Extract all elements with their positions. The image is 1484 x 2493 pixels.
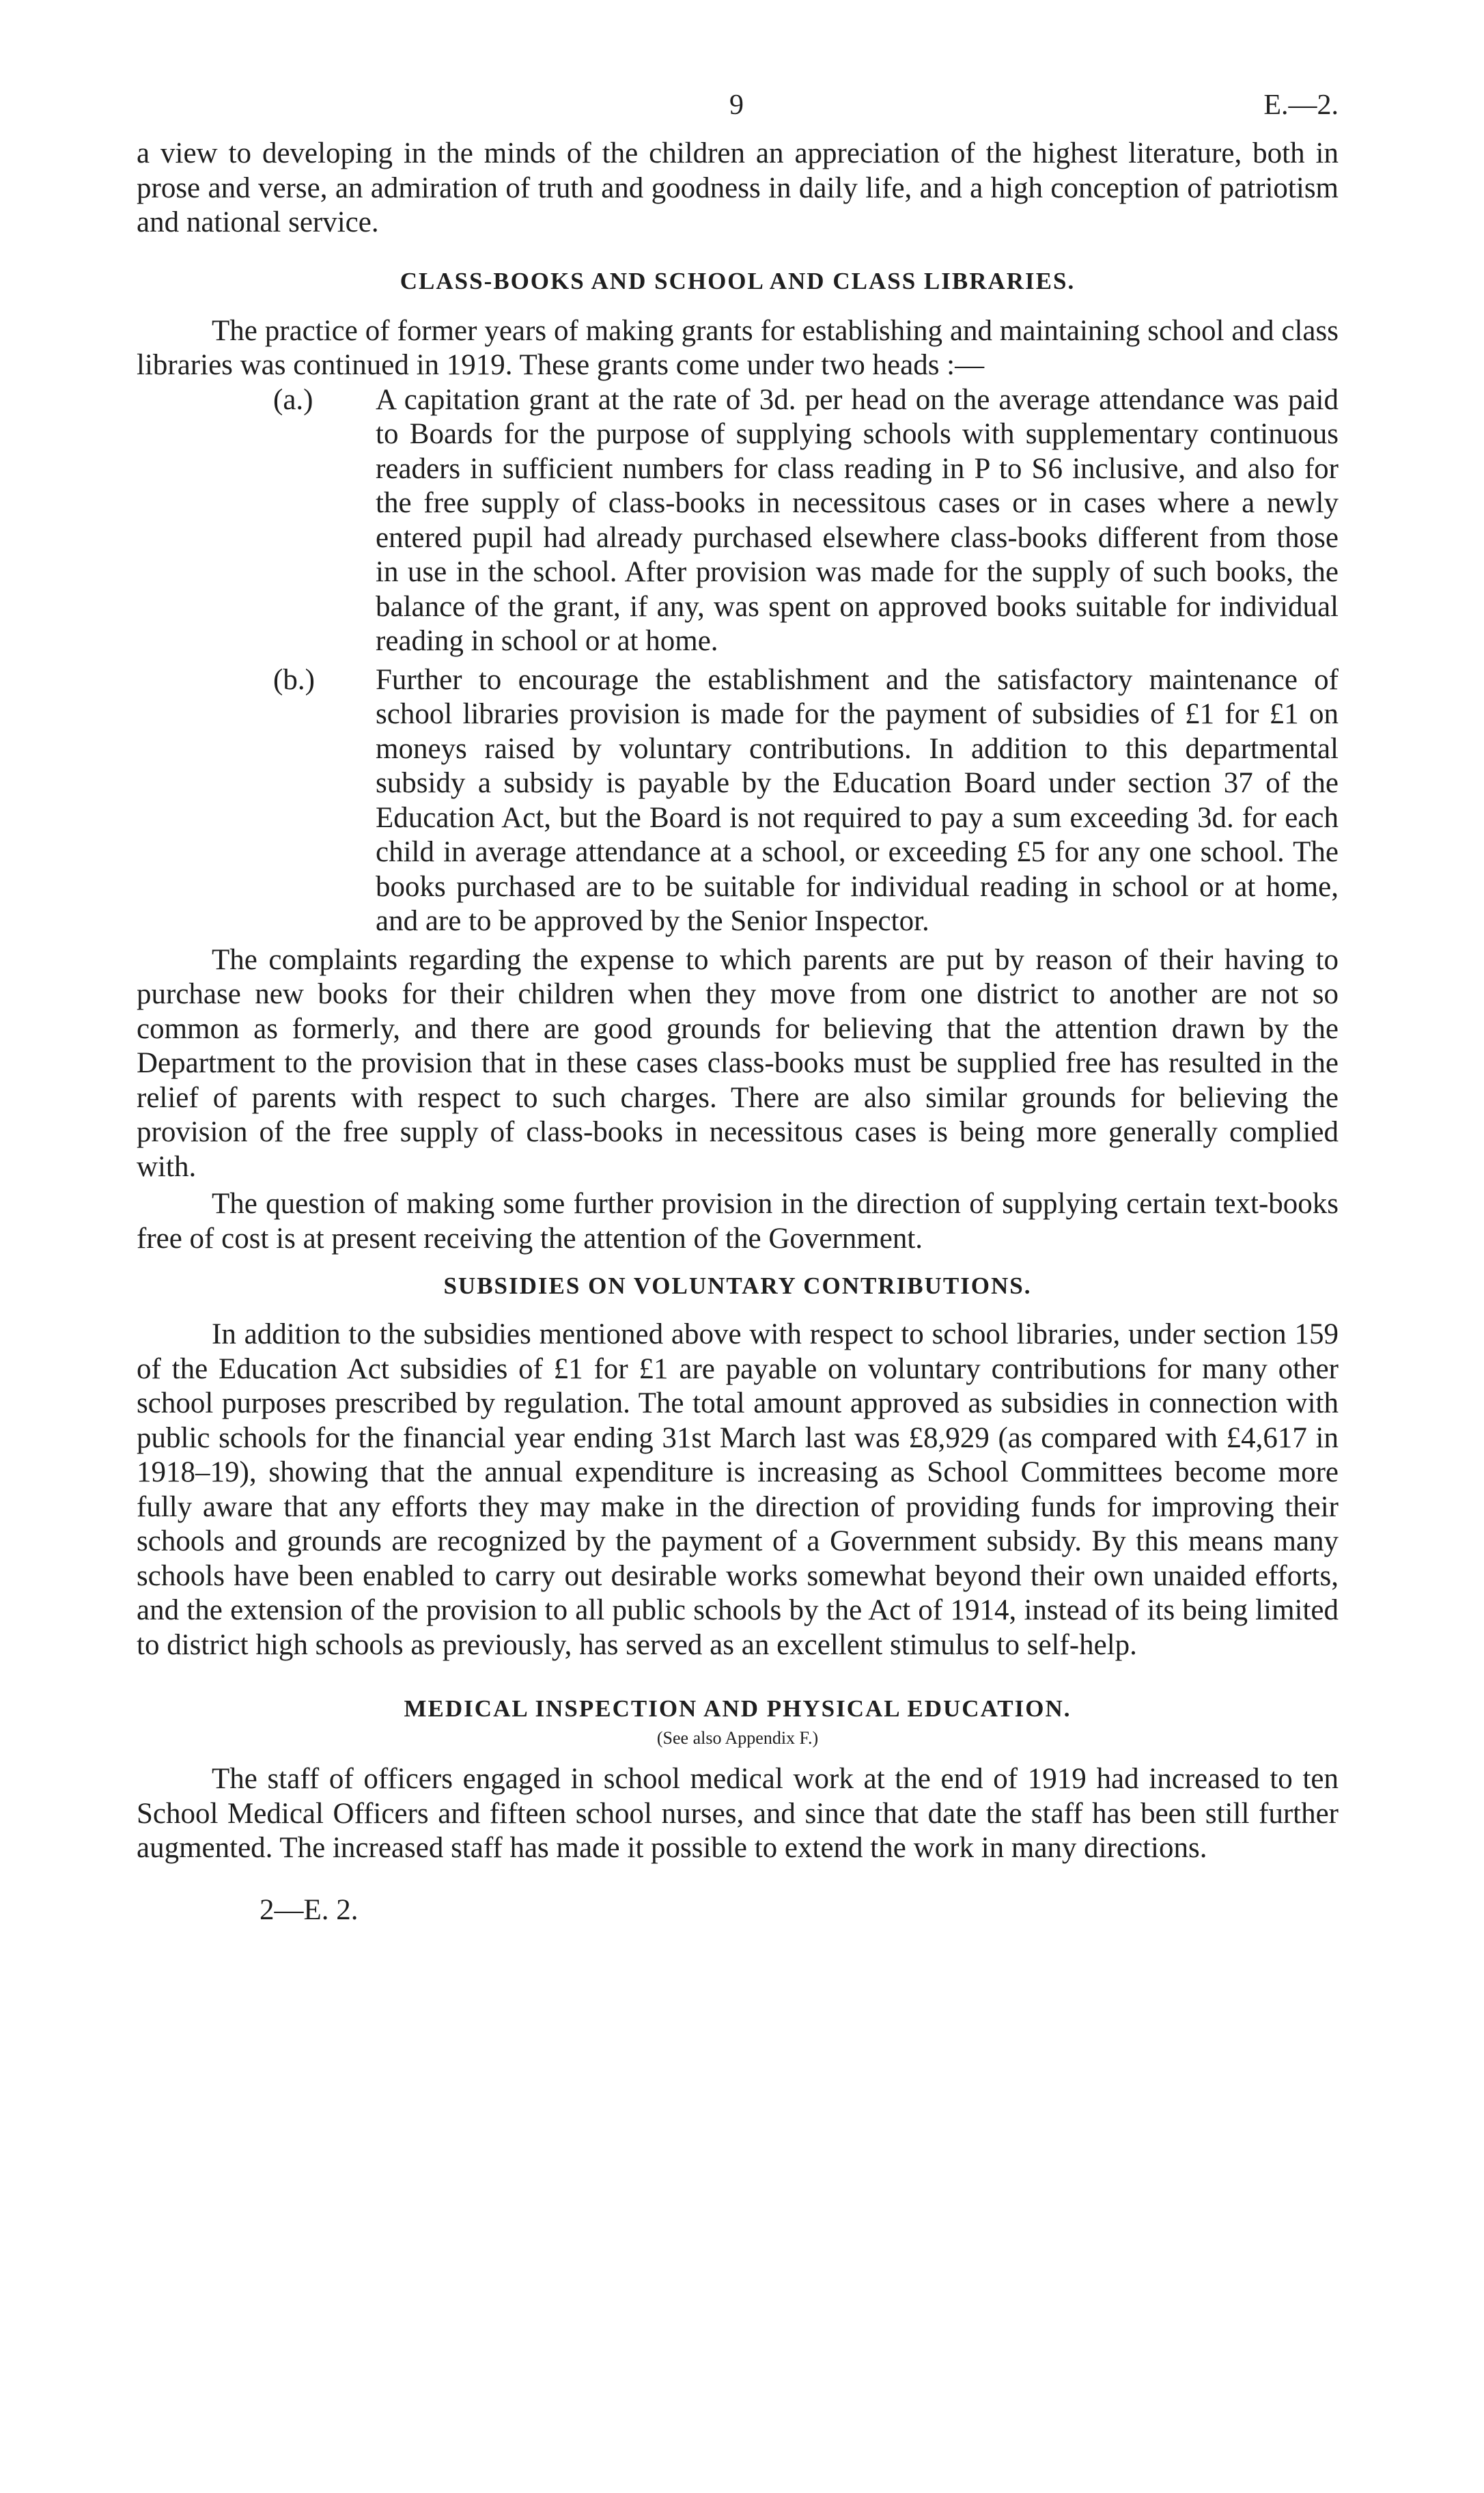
grant-heads-list <box>137 383 1339 939</box>
list-marker-b: (b.) <box>273 663 315 696</box>
appendix-note: (See also Appendix F.) <box>656 1728 819 1748</box>
heading-medical-inspection: MEDICAL INSPECTION AND PHYSICAL EDUCATION. <box>404 1695 1072 1722</box>
signature-reference: 2—E. 2. <box>260 1893 359 1926</box>
subsidies-paragraph: In addition to the subsidies mentioned above with respect to school libraries, under section 159 of the Education Act subsidies of £1 for £1 are payable on voluntary contributions for many other school purposes prescribed by regulation. The total amount approved as subsidies in connection with public schools for the financial year ending 31st March last was £8,929 (as compared with £4,617 in 1918–19), showing that the annual expenditure is increasing as School Committees become more fully aware that any efforts they may make in the direction of providing funds for improving their schools and grounds are recognized by the payment of a Government subsidy. By this means many schools have been enabled to carry out desirable works somewhat beyond their own unaided efforts, and the extension of the provision to all public schools by the Act of 1914, instead of its being limited to district high schools as previously, has served as an excellent stimulus to self-help. <box>137 1318 1339 1661</box>
list-item-b <box>137 663 1339 939</box>
page-number: 9 <box>729 89 744 121</box>
document-reference: E.—2. <box>1263 89 1339 121</box>
running-head <box>137 89 1339 137</box>
heading-subsidies: SUBSIDIES ON VOLUNTARY CONTRIBUTIONS. <box>443 1272 1032 1299</box>
opening-paragraph: a view to developing in the minds of the children an appreciation of the highest literature, both in prose and verse, an admiration of truth and goodness in daily life, and a high conception of patriotism and national service. <box>137 137 1339 238</box>
list-marker-a: (a.) <box>273 383 313 416</box>
complaints-paragraph: The complaints regarding the expense to which parents are put by reason of their having to purchase new books for their children when they move from one district to another are not so common as formerly, and there are good grounds for believing that the attention drawn by the Department to the provision that in these cases class-books must be supplied free has resulted in the relief of parents with respect to such charges. There are also similar grounds for believing the provision of the free supply of class-books in necessitous cases is being more generally complied with. <box>137 943 1339 1183</box>
heading-class-books-libraries: CLASS-BOOKS AND SCHOOL AND CLASS LIBRARIES. <box>400 267 1076 294</box>
medical-paragraph: The staff of officers engaged in school medical work at the end of 1919 had increased to ten School Medical Officers and fifteen school nurses, and since that date the staff has been still further augmented. The increased staff has made it possible to extend the work in many directions. <box>137 1763 1339 1864</box>
list-item-b-text: Further to encourage the establishment and the satisfactory maintenance of school libraries provision is made for the payment of subsidies of £1 for £1 on moneys raised by voluntary contributions. In addition to this departmental subsidy a subsidy is payable by the Education Board under section 37 of the Education Act, but the Board is not required to pay a sum exceeding 3d. for each child in average attendance at a school, or exceeding £5 for any one school. The books purchased are to be suitable for individual reading in school or at home, and are to be approved by the Senior Inspector. <box>376 663 1339 937</box>
libraries-intro-paragraph: The practice of former years of making grants for establishing and maintaining school and class libraries was continued in 1919. These grants come under two heads :— <box>137 314 1339 381</box>
list-item-a <box>137 383 1339 659</box>
document-page <box>137 89 1339 1927</box>
list-item-a-text: A capitation grant at the rate of 3d. per head on the average attendance was paid to Boards for the purpose of supplying schools with supplementary continuous readers in sufficient numbers for class reading in P to S6 inclusive, and also for the free supply of class-books in necessitous cases or in cases where a newly entered pupil had already purchased elsewhere class-books different from those in use in the school. After provision was made for the supply of such books, the balance of the grant, if any, was spent on approved books suitable for individual reading in school or at home. <box>376 383 1339 657</box>
text-books-question-paragraph: The question of making some further provision in the direction of supplying certain text-books free of cost is at present receiving the attention of the Government. <box>137 1188 1339 1255</box>
